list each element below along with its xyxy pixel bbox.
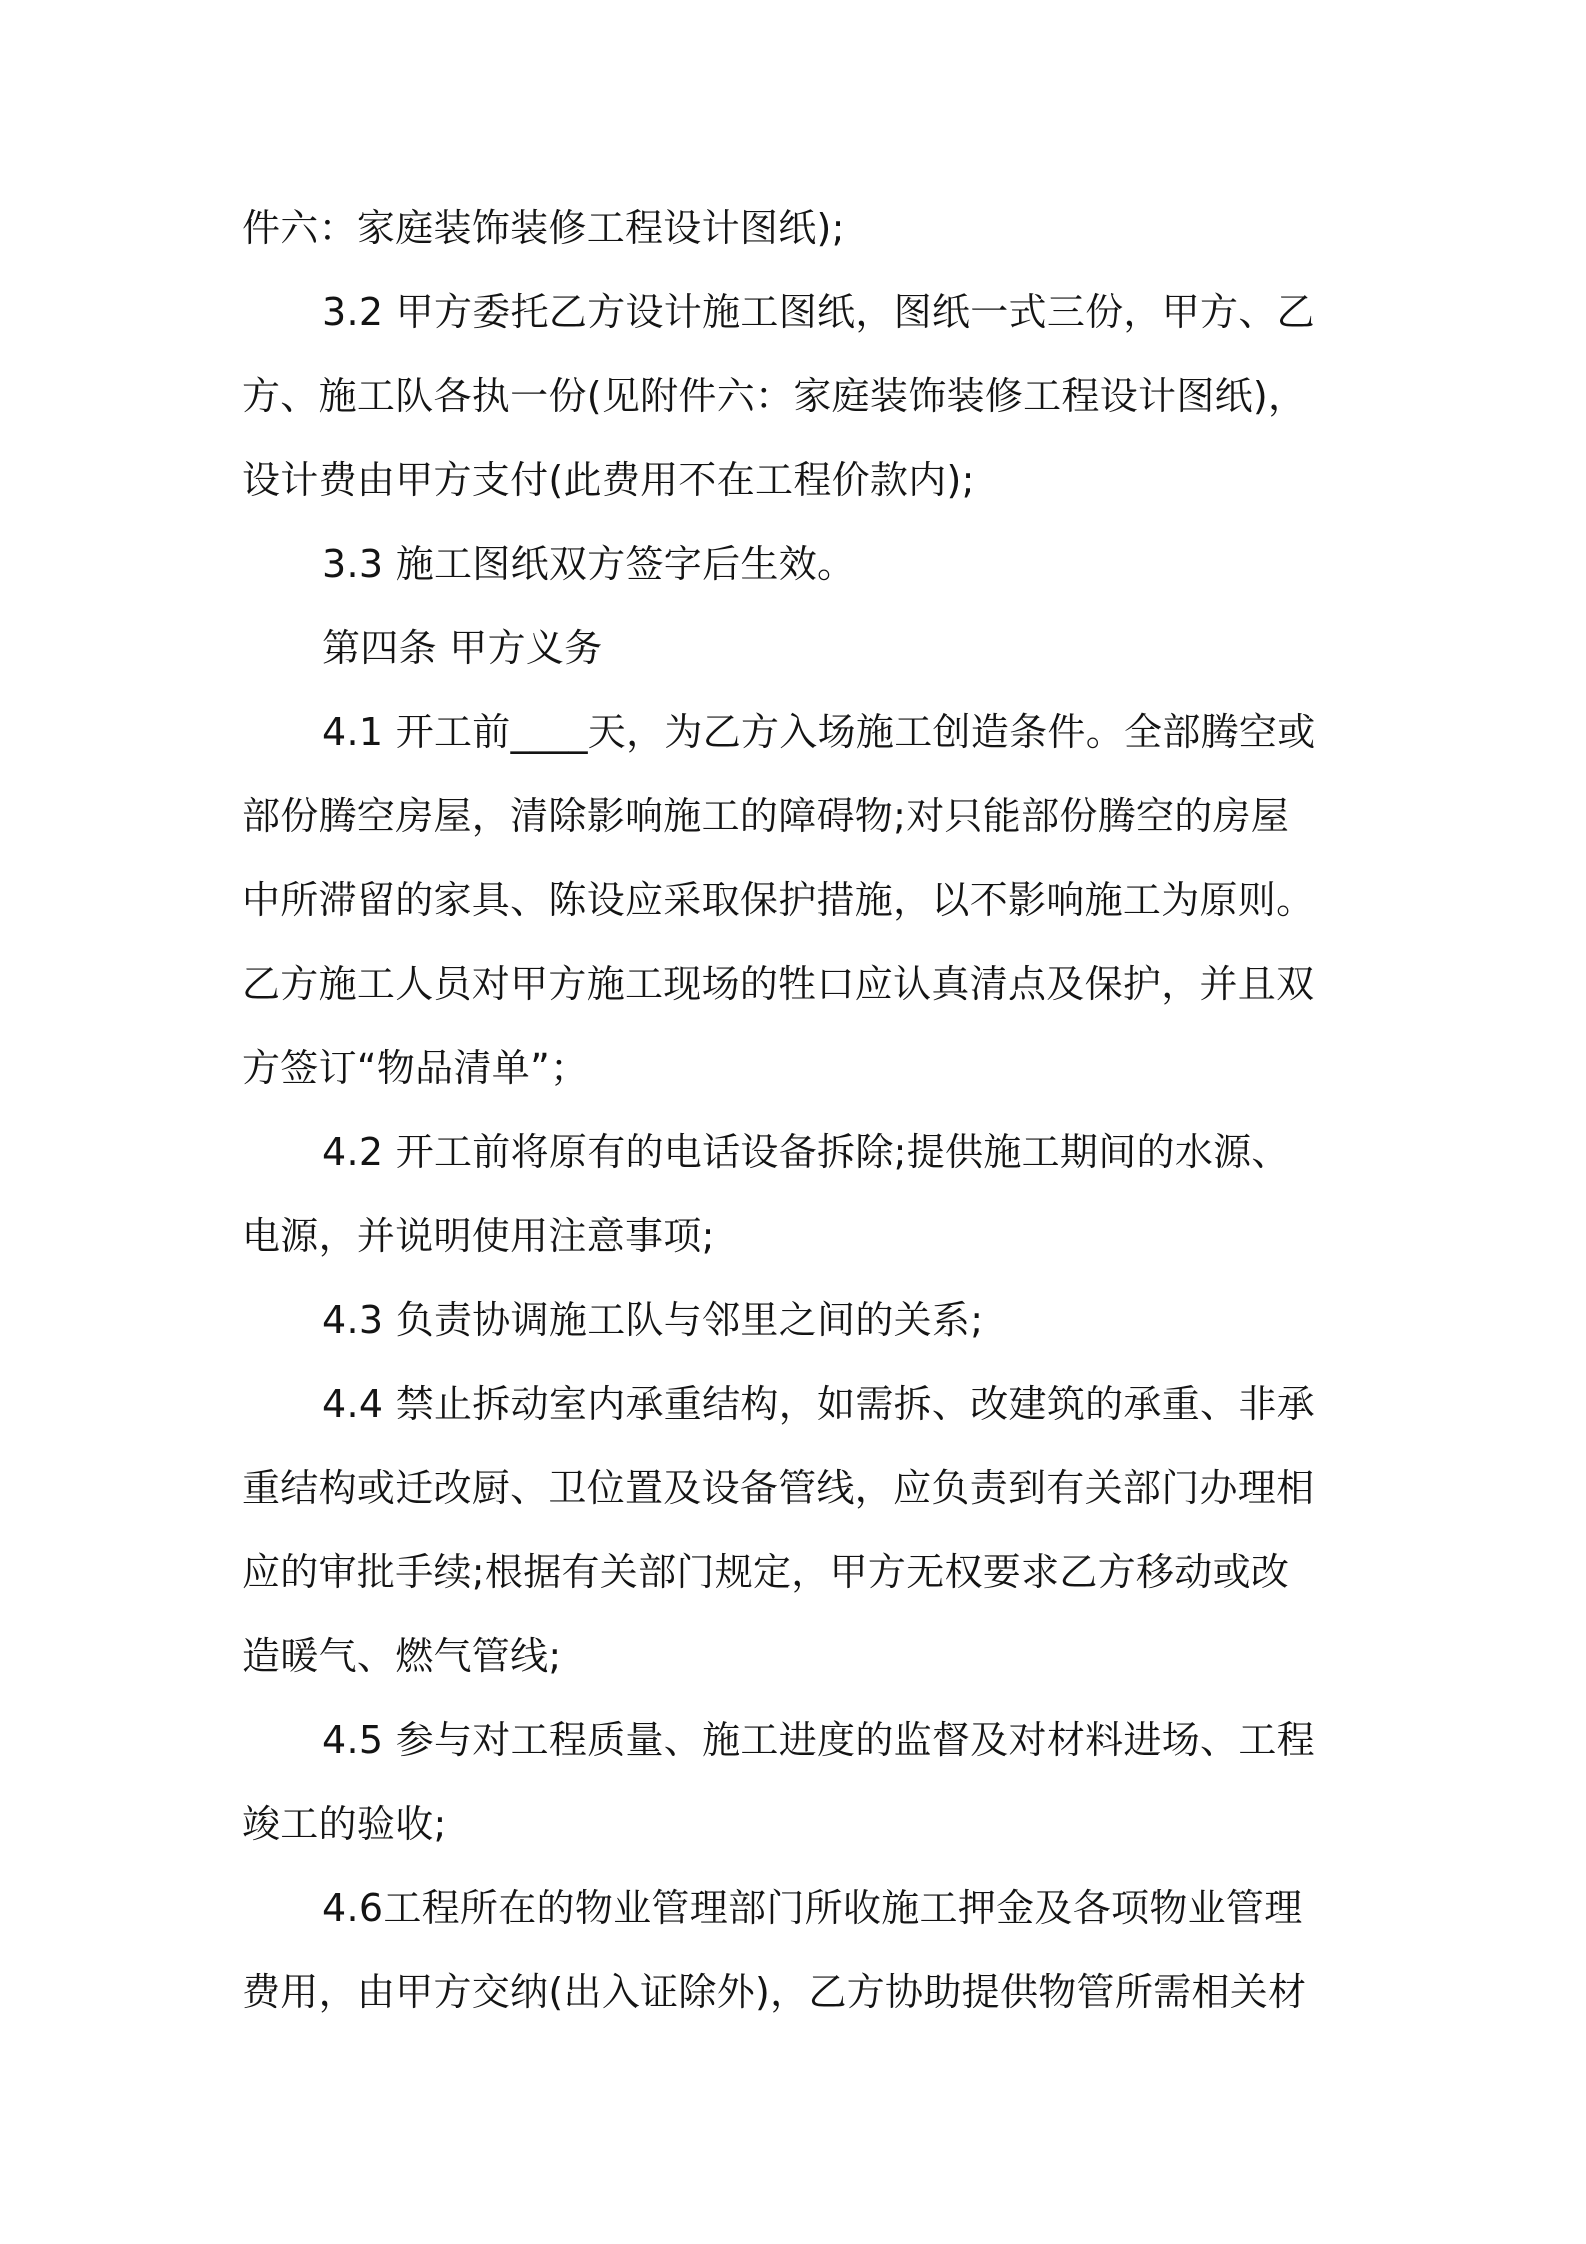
- text-line-17: 应的审批手续;根据有关部门规定，甲方无权要求乙方移动或改: [242, 1550, 1290, 1594]
- text-line-4: 设计费由甲方支付(此费用不在工程价款内);: [242, 458, 975, 502]
- text-line-14: 4.3 负责协调施工队与邻里之间的关系;: [322, 1298, 984, 1342]
- text-line-15: 4.4 禁止拆动室内承重结构，如需拆、改建筑的承重、非承: [322, 1382, 1315, 1426]
- text-line-10: 乙方施工人员对甲方施工现场的牲口应认真清点及保护，并且双: [242, 962, 1315, 1006]
- text-line-19: 4.5 参与对工程质量、施工进度的监督及对材料进场、工程: [322, 1718, 1315, 1762]
- text-line-2: 3.2 甲方委托乙方设计施工图纸，图纸一式三份，甲方、乙: [322, 290, 1315, 334]
- text-line-18: 造暖气、燃气管线;: [242, 1634, 562, 1678]
- text-line-5: 3.3 施工图纸双方签字后生效。: [322, 542, 856, 586]
- text-line-1: 件六：家庭装饰装修工程设计图纸);: [242, 206, 845, 250]
- section-heading: 第四条 甲方义务: [322, 626, 603, 670]
- text-line-11: 方签订“物品清单”；: [242, 1046, 589, 1090]
- text-line-9: 中所滞留的家具、陈设应采取保护措施，以不影响施工为原则。: [242, 878, 1315, 922]
- text-line-7: 4.1 开工前____天，为乙方入场施工创造条件。全部腾空或: [322, 710, 1316, 754]
- text-line-13: 电源，并说明使用注意事项;: [242, 1214, 715, 1258]
- text-line-21: 4.6工程所在的物业管理部门所收施工押金及各项物业管理: [322, 1886, 1303, 1930]
- text-line-8: 部份腾空房屋，清除影响施工的障碍物;对只能部份腾空的房屋: [242, 794, 1290, 838]
- text-line-22: 费用，由甲方交纳(出入证除外)，乙方协助提供物管所需相关材: [242, 1970, 1307, 2014]
- text-line-16: 重结构或迁改厨、卫位置及设备管线，应负责到有关部门办理相: [242, 1466, 1315, 1510]
- text-line-3: 方、施工队各执一份(见附件六：家庭装饰装修工程设计图纸)，: [242, 374, 1307, 418]
- text-line-20: 竣工的验收;: [242, 1802, 447, 1846]
- text-line-12: 4.2 开工前将原有的电话设备拆除;提供施工期间的水源、: [322, 1130, 1290, 1174]
